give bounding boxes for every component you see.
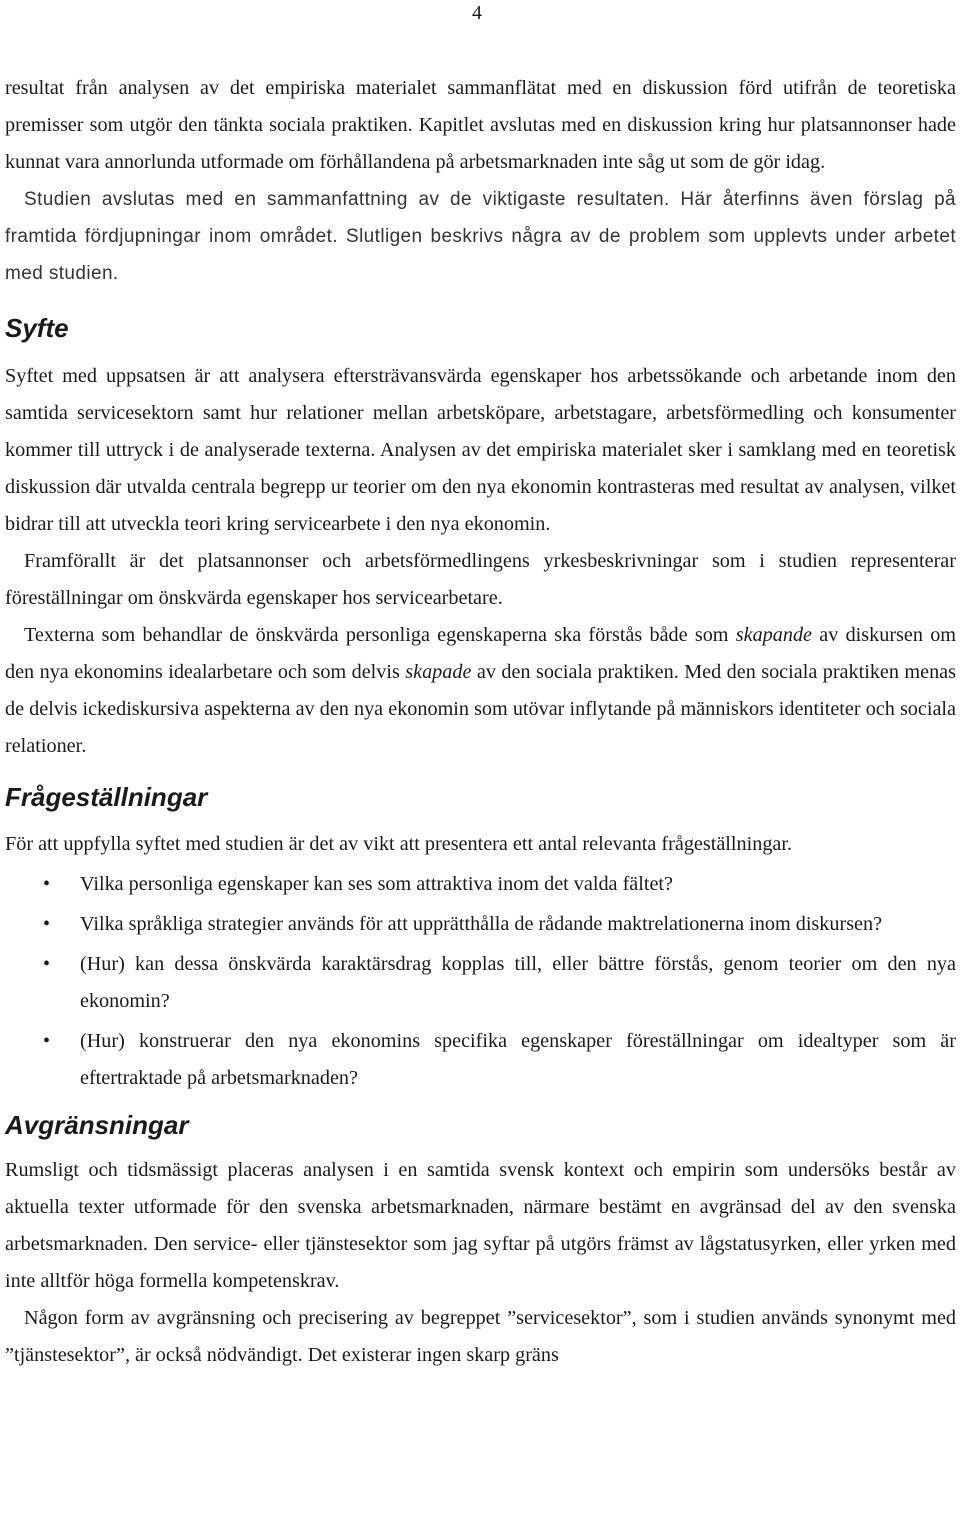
bullet-icon: • xyxy=(43,873,51,895)
emphasis-skapande: skapande xyxy=(735,624,813,646)
intro-paragraph-1: resultat från analysen av det empiriska materialet sammanflätat med en diskussion förd utifrån de teoretiska premisser som utgör den tänkta sociala praktiken. Kapitlet avslutas med en diskussion kring hur platsannonser hade kunnat vara annorlunda utformade om förhållandena på arbetsmarknaden inte såg ut som de gör idag. xyxy=(5,77,956,173)
syfte-paragraph-3 xyxy=(5,617,956,765)
question-list xyxy=(5,866,956,1097)
bullet-icon: • xyxy=(43,953,51,975)
heading-fragestallningar: Frågeställningar xyxy=(5,782,208,812)
syfte-paragraph-1: Syftet med uppsatsen är att analysera eftersträvansvärda egenskaper hos arbetssökande och arbetande inom den samtida servicesektorn samt hur relationer mellan arbetsköpare, arbetstagare, arbetsförmedling och konsumenter kommer till uttryck i de analyserade texterna. Analysen av det empiriska materialet sker i samklang med en teoretisk diskussion där utvalda centrala begrepp ur teorier om den nya ekonomin kontrasteras med resultat av analysen, vilket bidrar till att utveckla teori kring servicearbete i den nya ekonomin. xyxy=(5,365,956,535)
syfte-p3-text-c: av den sociala praktiken. Med den sociala praktiken menas de delvis ickediskursiva aspekterna av den nya ekonomin som utövar inflytande på människors identiteter och sociala relationer. xyxy=(5,661,956,757)
list-item-text: Vilka språkliga strategier används för att upprätthålla de rådande maktrelationerna inom diskursen? xyxy=(80,913,883,935)
list-item-text: Vilka personliga egenskaper kan ses som attraktiva inom det valda fältet? xyxy=(80,873,673,895)
list-item xyxy=(5,866,956,903)
document-body xyxy=(5,70,956,1374)
list-item-text: (Hur) kan dessa önskvärda karaktärsdrag kopplas till, eller bättre förstås, genom teorier om den nya ekonomin? xyxy=(80,953,956,1012)
list-item xyxy=(5,1023,956,1097)
syfte-p3-text-a: Texterna som behandlar de önskvärda personliga egenskaperna ska förstås både som xyxy=(24,624,736,646)
avgransningar-paragraph-2: Någon form av avgränsning och precisering av begreppet ”servicesektor”, som i studien används synonymt med ”tjänstesektor”, är också nödvändigt. Det existerar ingen skarp gräns xyxy=(5,1307,956,1366)
avgransningar-paragraph-1: Rumsligt och tidsmässigt placeras analysen i en samtida svensk kontext och empirin som undersöks består av aktuella texter utformade för den svenska arbetsmarknaden, närmare bestämt en avgränsad del av den svenska arbetsmarknaden. Den service- eller tjänstesektor som jag syftar på utgörs främst av lågstatusyrken, eller yrken med inte alltför höga formella kompetenskrav. xyxy=(5,1159,956,1292)
fragestallningar-intro: För att uppfylla syftet med studien är det av vikt att presentera ett antal relevanta frågeställningar. xyxy=(5,833,793,855)
emphasis-skapade: skapade xyxy=(405,661,472,683)
list-item-text: (Hur) konstruerar den nya ekonomins specifika egenskaper föreställningar om idealtyper som är eftertraktade på arbetsmarknaden? xyxy=(80,1030,956,1089)
heading-avgransningar: Avgränsningar xyxy=(5,1110,189,1140)
syfte-paragraph-2: Framförallt är det platsannonser och arbetsförmedlingens yrkesbeskrivningar som i studien representerar föreställningar om önskvärda egenskaper hos servicearbetare. xyxy=(5,550,956,609)
list-item xyxy=(5,906,956,943)
page-number: 4 xyxy=(472,2,482,24)
bullet-icon: • xyxy=(43,913,51,935)
list-item xyxy=(5,946,956,1020)
intro-paragraph-2: Studien avslutas med en sammanfattning av de viktigaste resultaten. Här återfinns även förslag på framtida fördjupningar inom området. Slutligen beskrivs några av de problem som upplevts under arbetet med studien. xyxy=(5,189,956,284)
bullet-icon: • xyxy=(43,1030,51,1052)
heading-syfte: Syfte xyxy=(5,313,69,343)
syfte-p3-text-b: av diskursen om den nya ekonomins idealarbetare och som delvis xyxy=(5,624,956,683)
